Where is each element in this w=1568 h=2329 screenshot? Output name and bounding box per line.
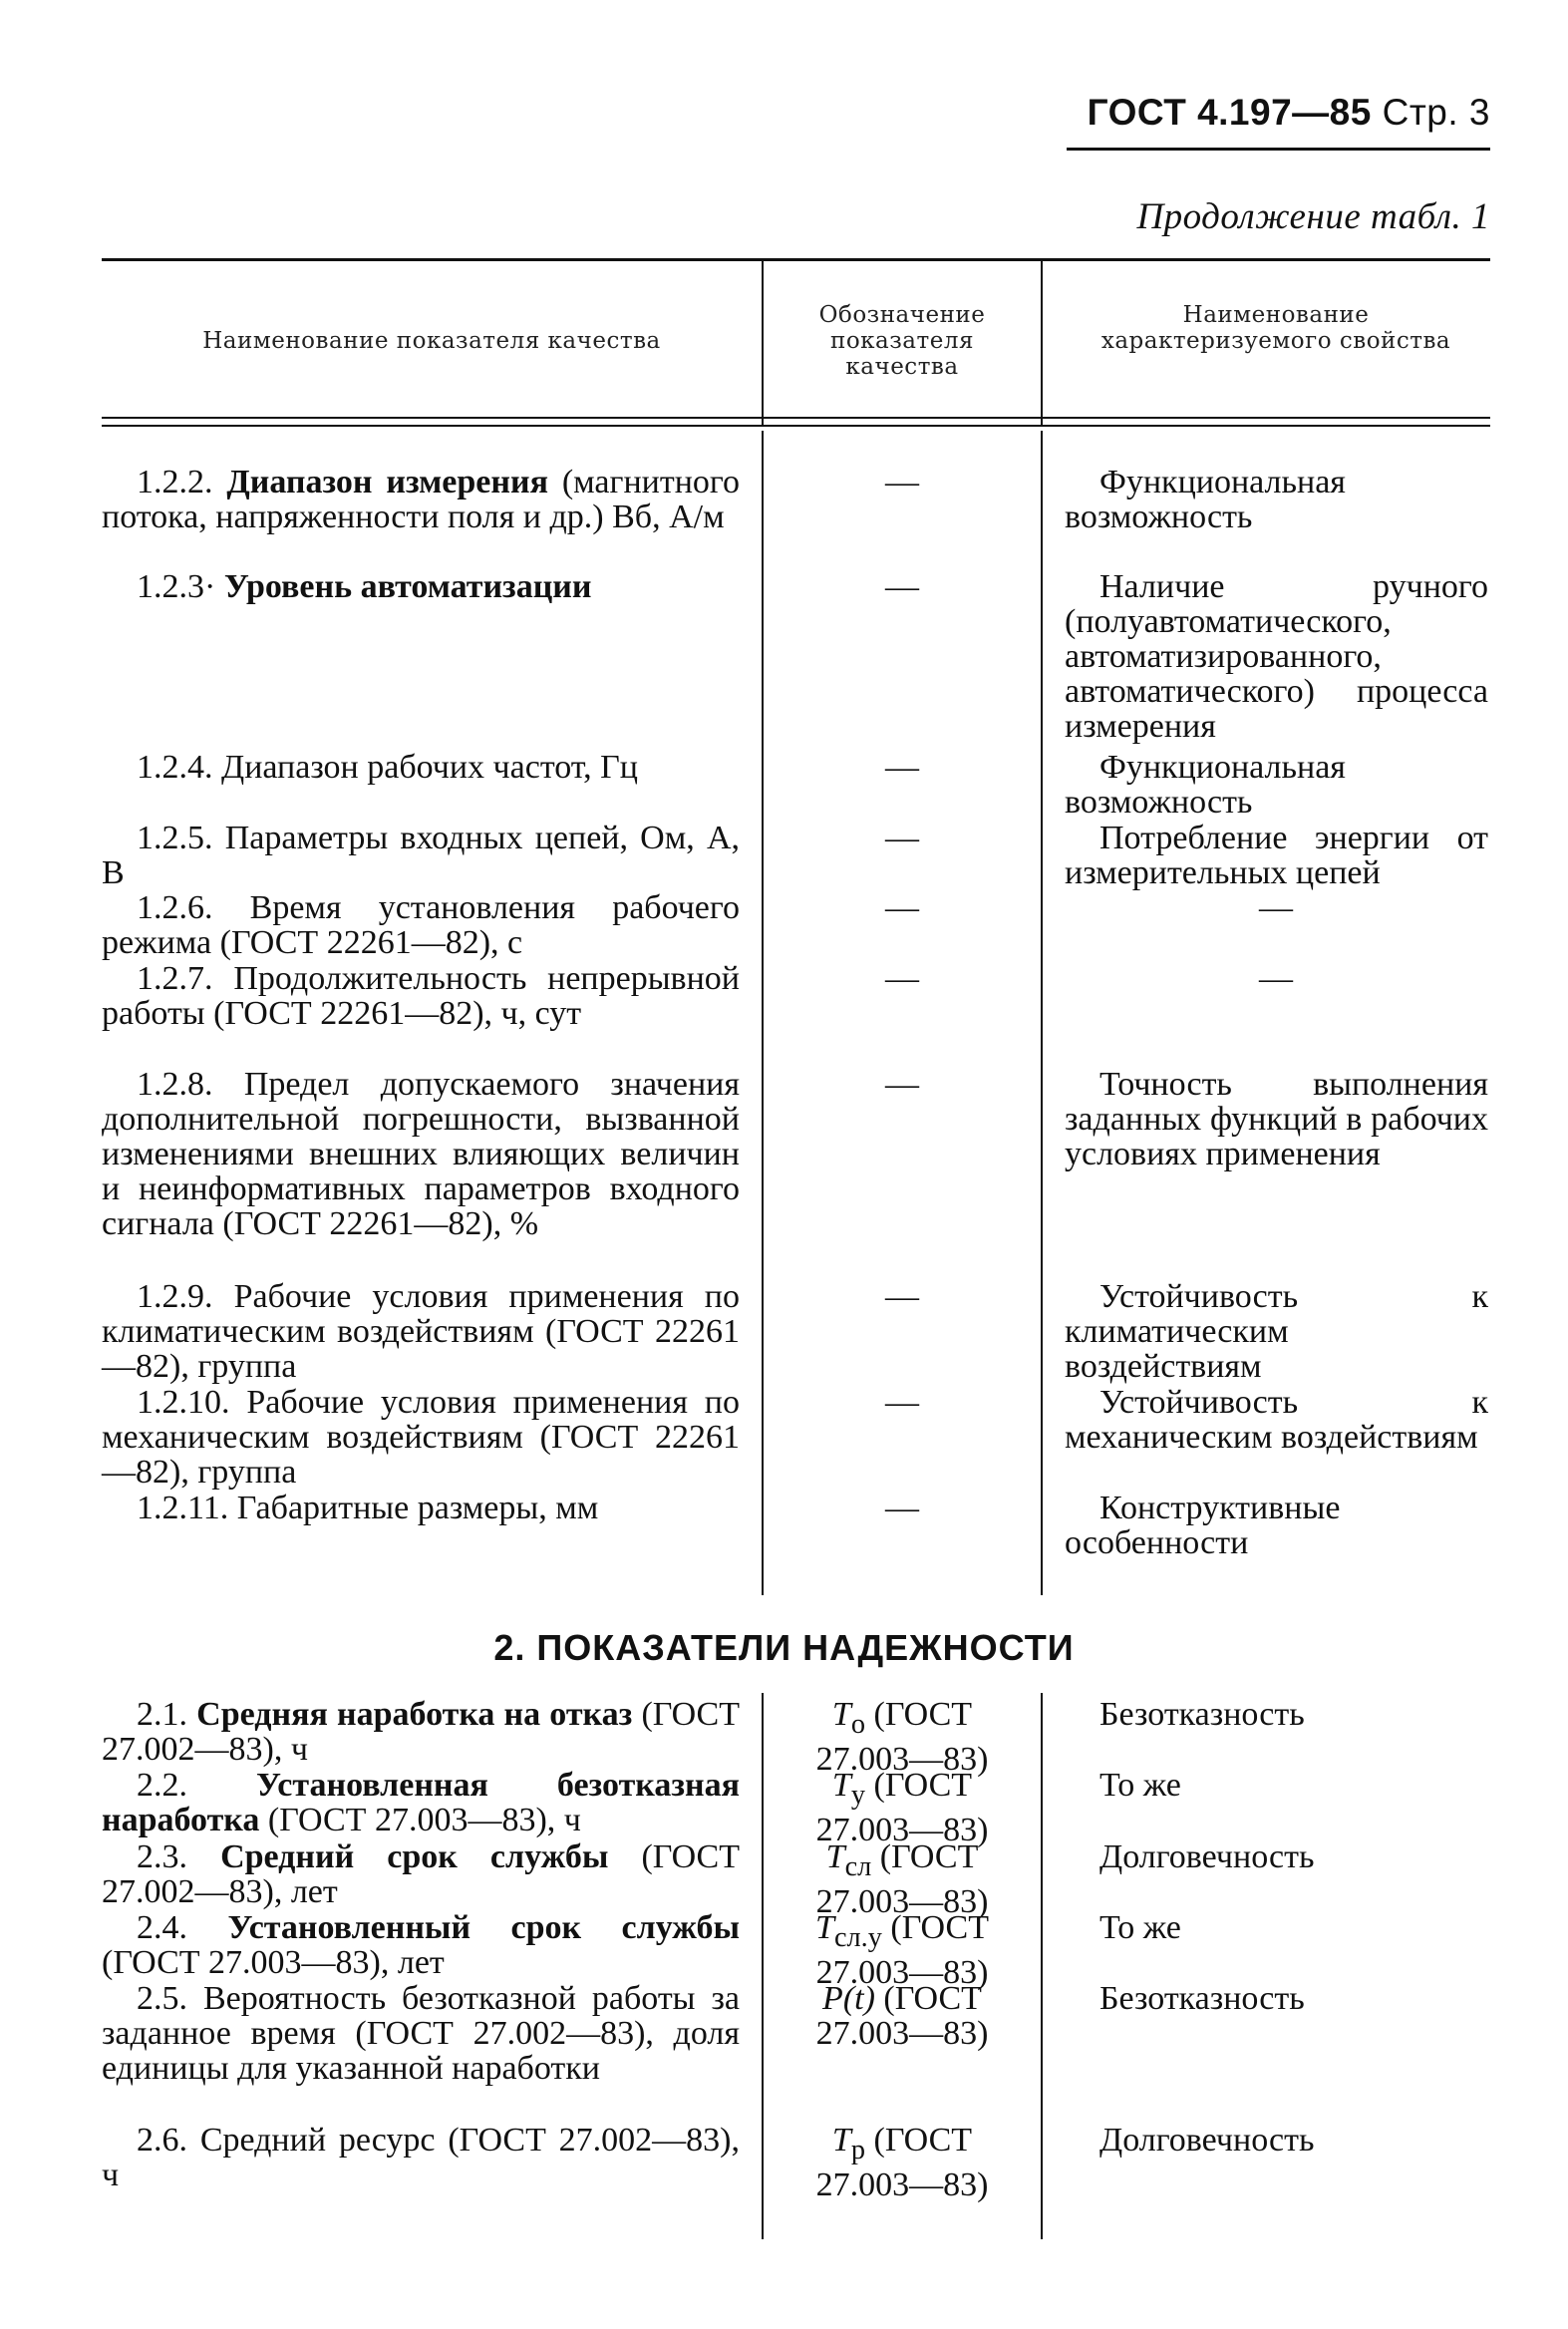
header-quality-code: Обозначение показателя качества bbox=[818, 302, 986, 380]
table-row-name: 2.1. Средняя наработка на отказ (ГОСТ 27.002—83), ч bbox=[102, 1696, 741, 1768]
table-row-name: 2.4. Установленный срок службы (ГОСТ 27.003—83), лет bbox=[102, 1909, 740, 1981]
table-row-code: — bbox=[885, 464, 919, 500]
table-row-property: Устойчивость к климатическим воздействиям bbox=[1065, 1278, 1488, 1385]
table-top-rule bbox=[102, 258, 1490, 261]
table-row-symbol: $T_р$ (ГОСТ 27.003—83) bbox=[815, 2122, 989, 2203]
column-divider-2 bbox=[1041, 431, 1043, 1595]
table-row-symbol: $T_о$ (ГОСТ 27.003—83) bbox=[815, 1696, 989, 1778]
table-row-property: Точность выполнения заданных функций в рабочих условиях применения bbox=[1065, 1066, 1488, 1172]
table-row-name: 1.2.4. Диапазон рабочих частот, Гц bbox=[137, 749, 638, 786]
table-row-name: 1.2.11. Габаритные размеры, мм bbox=[137, 1490, 599, 1526]
table-row-code: — bbox=[885, 1384, 919, 1421]
table-header-rule-double bbox=[102, 425, 1490, 427]
table-row-property: Безотказность bbox=[1099, 1980, 1305, 2017]
section2-divider-1 bbox=[762, 1693, 764, 2239]
table-row-name: 1.2.3· Уровень автоматизации bbox=[137, 568, 592, 605]
table-row-name: 2.6. Средний ресурс (ГОСТ 27.002—83), ч bbox=[102, 2122, 740, 2193]
table-row-symbol: $T_{сл.у}$ (ГОСТ 27.003—83) bbox=[815, 1909, 989, 1991]
table-row-code: — bbox=[885, 1066, 919, 1103]
table-row-code: — bbox=[885, 568, 919, 605]
standard-code: ГОСТ 4.197—85 bbox=[1087, 92, 1372, 133]
page-number: Стр. 3 bbox=[1382, 92, 1490, 133]
table-row-name: 2.3. Средний срок службы (ГОСТ 27.002—83), лет bbox=[102, 1838, 740, 1910]
header-property: Наименование характеризуемого свойства bbox=[1100, 302, 1451, 354]
table-row-name: 1.2.6. Время установления рабочего режима (ГОСТ 22261—82), с bbox=[102, 889, 740, 961]
table-row-property: Конструктивные особенности bbox=[1065, 1490, 1341, 1561]
table-row-name: 1.2.9. Рабочие условия применения по климатическим воздействиям (ГОСТ 22261—82), группа bbox=[102, 1278, 740, 1385]
table-row-name: 1.2.5. Параметры входных цепей, Ом, А, В bbox=[102, 820, 741, 891]
table-row-code: — bbox=[885, 960, 919, 997]
table-row-code: — bbox=[885, 1278, 919, 1315]
table-row-property: Долговечность bbox=[1099, 1838, 1315, 1875]
table-row-property: Долговечность bbox=[1099, 2122, 1315, 2159]
table-row-property: — bbox=[1259, 889, 1293, 926]
table-header-rule bbox=[102, 417, 1490, 419]
table-row-symbol: $T_у$ (ГОСТ 27.003—83) bbox=[815, 1767, 989, 1848]
table-row-symbol: P(t) (ГОСТ 27.003—83) bbox=[815, 1980, 989, 2052]
table-row-property: Функциональная возможность bbox=[1065, 749, 1346, 821]
table-row-property: Потребление энергии от измерительных цепей bbox=[1065, 820, 1488, 891]
table-row-name: 1.2.8. Предел допускаемого значения дополнительной погрешности, вызванной изменениями внешних влияющих величин и неинформативных параметров входного сигнала (ГОСТ 22261—82), % bbox=[102, 1066, 740, 1242]
running-head bbox=[1088, 92, 1490, 134]
header-divider-2 bbox=[1041, 258, 1043, 425]
table-row-property: То же bbox=[1099, 1909, 1181, 1946]
table-row-code: — bbox=[885, 1490, 919, 1526]
header-quality-name: Наименование показателя качества bbox=[202, 328, 661, 354]
table-row-property: Безотказность bbox=[1099, 1696, 1305, 1733]
section2-divider-2 bbox=[1041, 1693, 1043, 2239]
table-row-code: — bbox=[885, 820, 919, 856]
header-divider-1 bbox=[762, 258, 764, 425]
table-row-name: 2.2. Установленная безотказная наработка (ГОСТ 27.003—83), ч bbox=[102, 1767, 740, 1838]
table-row-symbol: $T_{сл}$ (ГОСТ 27.003—83) bbox=[815, 1838, 989, 1920]
table-row-property: Функциональная возможность bbox=[1065, 464, 1346, 535]
table-row-code: — bbox=[885, 749, 919, 786]
column-divider-1 bbox=[762, 431, 764, 1595]
section-title: 2. ПОКАЗАТЕЛИ НАДЕЖНОСТИ bbox=[493, 1627, 1075, 1668]
table-row-name: 1.2.7. Продолжительность непрерывной работы (ГОСТ 22261—82), ч, сут bbox=[102, 960, 741, 1032]
table-row-name: 1.2.10. Рабочие условия применения по механическим воздействиям (ГОСТ 22261—82), группа bbox=[102, 1384, 740, 1491]
table-row-property: — bbox=[1259, 960, 1293, 997]
table-row-name: 2.5. Вероятность безотказной работы за заданное время (ГОСТ 27.002—83), доля единицы для указанной наработки bbox=[102, 1980, 740, 2087]
table-continuation-label: Продолжение табл. 1 bbox=[1136, 196, 1490, 237]
table-row-property: Наличие ручного (полуавтоматического, автоматизированного, автоматического) процесса измерения bbox=[1065, 568, 1488, 745]
table-row-property: Устойчивость к механическим воздействиям bbox=[1065, 1384, 1488, 1456]
table-row-name: 1.2.2. Диапазон измерения (магнитного потока, напряженности поля и др.) Вб, А/м bbox=[102, 464, 740, 535]
header-rule bbox=[1067, 148, 1490, 151]
table-row-code: — bbox=[885, 889, 919, 926]
table-row-property: То же bbox=[1099, 1767, 1181, 1804]
